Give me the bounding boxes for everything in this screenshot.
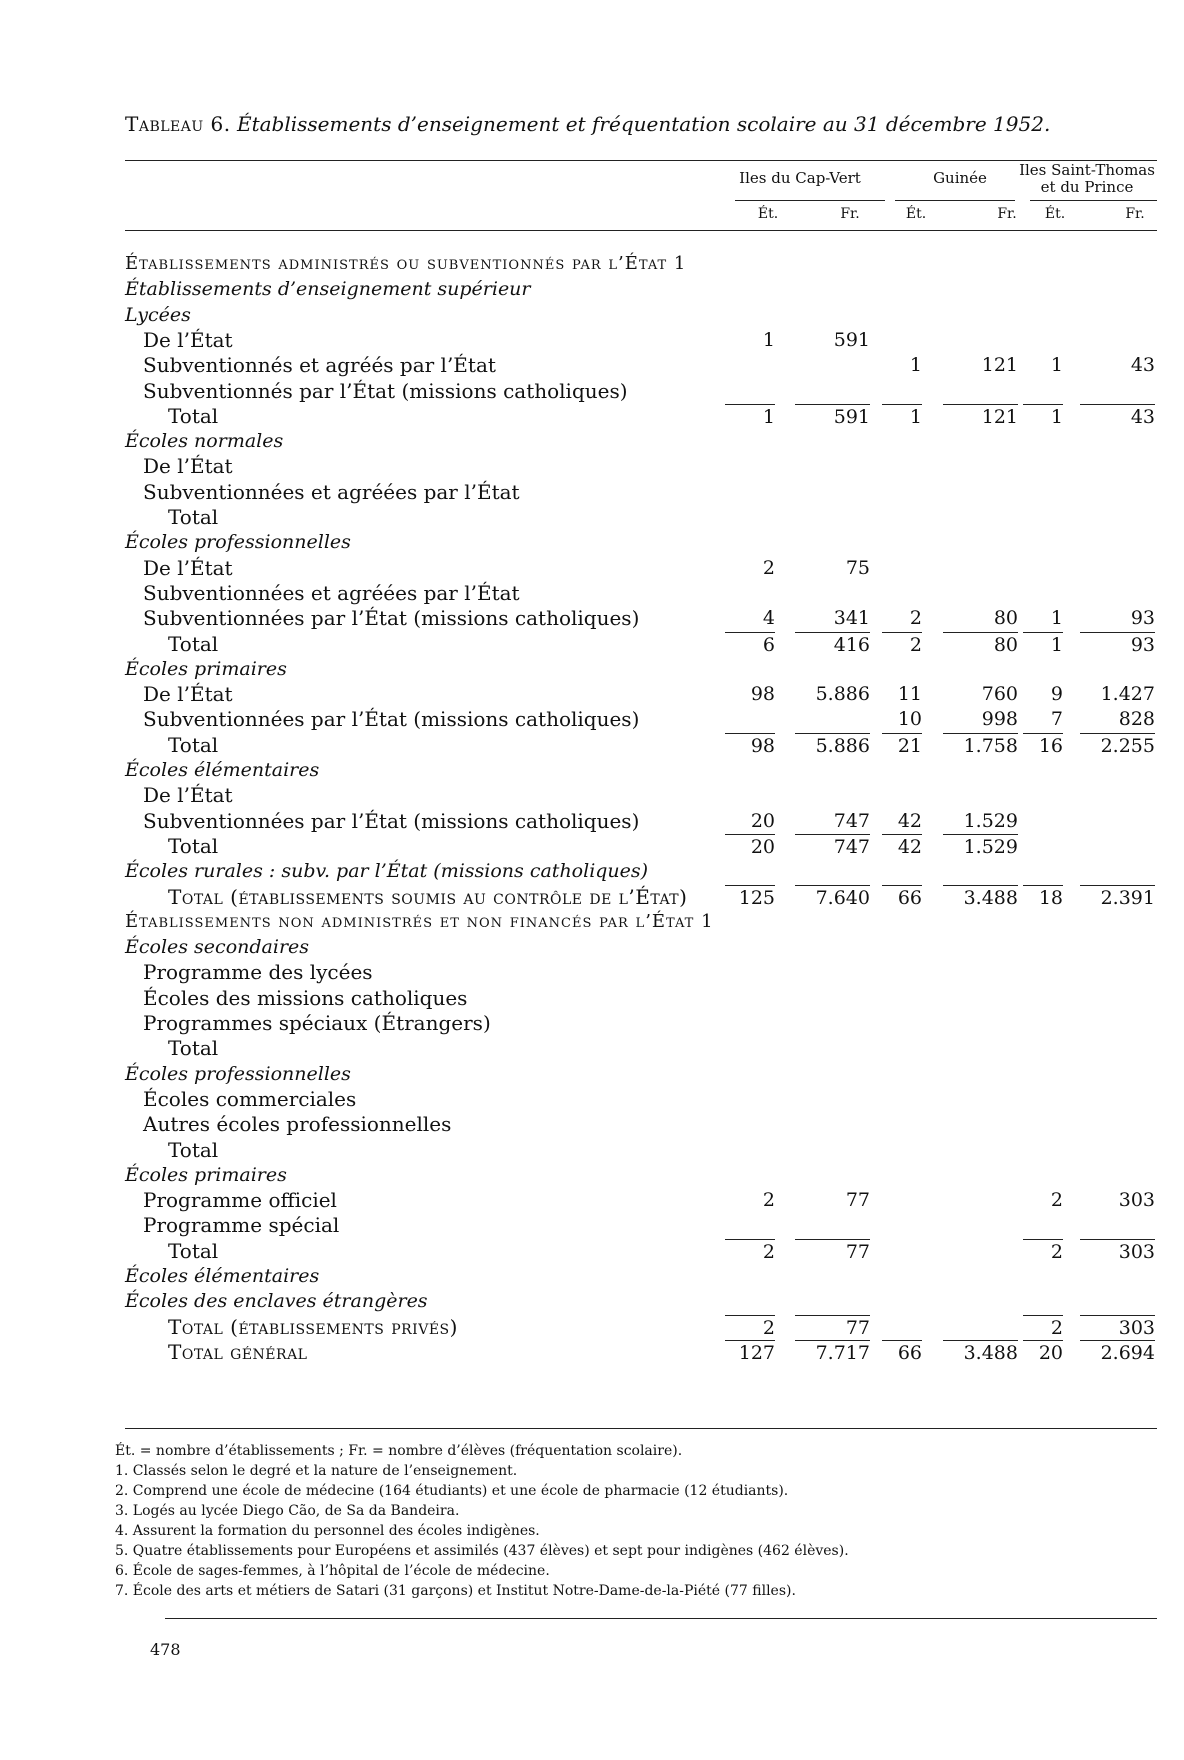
table-title: [125, 112, 1050, 136]
row-value-2: 747: [833, 809, 870, 832]
row-value-5: 2: [1050, 1189, 1063, 1212]
table-row: [0, 1239, 1184, 1263]
table-row: [0, 758, 1184, 782]
row-label: Total (établissements soumis au contrôle de l’État): [168, 884, 688, 909]
row-value-6: 303: [1118, 1189, 1155, 1212]
footnote-4: 4. Assurent la formation du personnel des écoles indigènes.: [115, 1523, 540, 1539]
bottom-rule: [125, 1428, 1157, 1429]
col-group-rule-3: [1030, 200, 1157, 201]
col-sub-fr-1: Fr.: [840, 206, 860, 222]
row-value-4: 3.488: [943, 1340, 1018, 1365]
table-row: [0, 910, 1184, 934]
table-row: [0, 632, 1184, 656]
row-label: Subventionnés par l’État (missions catholiques): [143, 378, 628, 403]
header-rule: [125, 230, 1157, 231]
col-group-rule-1: [735, 200, 885, 201]
row-value-3: 21: [882, 733, 922, 758]
row-value-2: 7.640: [795, 885, 870, 910]
table-row: [0, 303, 1184, 327]
table-row: [0, 353, 1184, 377]
footnotes: [115, 1441, 849, 1601]
row-value-3: 2: [909, 607, 922, 630]
row-label: Écoles primaires: [125, 1163, 287, 1186]
table-row: [0, 252, 1184, 276]
col-sub-et-3: Ét.: [1044, 206, 1066, 222]
row-value-4: 80: [943, 632, 1018, 657]
table-row: [0, 1188, 1184, 1212]
table-row: [0, 733, 1184, 757]
row-value-5: 1: [1050, 607, 1063, 630]
row-label: Autres écoles professionnelles: [143, 1112, 452, 1137]
row-value-3: 1: [909, 354, 922, 377]
row-value-5: 2: [1023, 1239, 1063, 1264]
row-label: Total: [168, 1238, 219, 1263]
table-row: [0, 1062, 1184, 1086]
row-value-5: 1: [1050, 354, 1063, 377]
row-value-5: 1: [1023, 632, 1063, 657]
row-value-4: 760: [981, 683, 1018, 706]
row-label: Écoles professionnelles: [125, 531, 351, 554]
row-label: Total: [168, 631, 219, 656]
table-row: [0, 1264, 1184, 1288]
row-label: Subventionnées par l’État (missions catholiques): [143, 606, 640, 631]
row-value-4: 1.529: [963, 809, 1018, 832]
row-value-2: 75: [845, 556, 870, 579]
row-label: De l’État: [143, 454, 233, 479]
row-value-6: 303: [1080, 1315, 1155, 1340]
row-value-2: 341: [833, 607, 870, 630]
table-row: [0, 606, 1184, 630]
row-value-3: 66: [882, 1340, 922, 1365]
row-value-6: 43: [1130, 354, 1155, 377]
row-value-4: 1.529: [943, 834, 1018, 859]
row-value-6: 828: [1118, 708, 1155, 731]
footnote-3: 3. Logés au lycée Diego Cão, de Sa da Bandeira.: [115, 1503, 460, 1519]
row-label: Lycées: [125, 303, 191, 326]
row-label: Écoles élémentaires: [125, 759, 320, 781]
row-value-5: 16: [1023, 733, 1063, 758]
row-value-3: 2: [882, 632, 922, 657]
row-label: De l’État: [143, 327, 233, 352]
row-label: Subventionnées et agréées par l’État: [143, 479, 520, 504]
footnote-legend: Ét. = nombre d’établissements ; Fr. = nombre d’élèves (fréquentation scolaire).: [115, 1443, 683, 1459]
row-value-3: 42: [882, 834, 922, 859]
row-value-6: 2.391: [1080, 885, 1155, 910]
row-value-2: 77: [795, 1315, 870, 1340]
table-row: [0, 1213, 1184, 1237]
row-value-4: 80: [993, 607, 1018, 630]
row-value-1: 1: [725, 404, 775, 429]
row-label: Total: [168, 505, 219, 529]
table-row: [0, 935, 1184, 959]
row-value-1: 20: [750, 809, 775, 832]
row-value-1: 2: [762, 1189, 775, 1212]
row-label: Total (établissements privés): [168, 1314, 458, 1339]
row-value-4: 998: [981, 708, 1018, 731]
table-row: [0, 1340, 1184, 1364]
col-group-guinee: Guinée: [933, 169, 987, 187]
row-value-1: 98: [725, 733, 775, 758]
row-value-1: 6: [725, 632, 775, 657]
row-value-2: 416: [795, 632, 870, 657]
table-row: [0, 505, 1184, 529]
table-row: [0, 454, 1184, 478]
row-label: Écoles professionnelles: [125, 1062, 351, 1085]
row-label: Écoles des missions catholiques: [143, 985, 468, 1010]
row-value-5: 7: [1050, 708, 1063, 731]
table-row: [0, 1138, 1184, 1162]
row-value-6: 93: [1080, 632, 1155, 657]
table-row: [0, 404, 1184, 428]
table-row: [0, 277, 1184, 301]
row-value-4: 121: [943, 404, 1018, 429]
table-row: [0, 1036, 1184, 1060]
table-row: [0, 1289, 1184, 1313]
row-label: Subventionnés et agréés par l’État: [143, 353, 496, 378]
row-value-2: 7.717: [795, 1340, 870, 1365]
row-value-2: 5.886: [815, 683, 870, 706]
row-value-3: 11: [897, 683, 922, 706]
row-label: Total: [168, 1036, 219, 1061]
table-row: [0, 1315, 1184, 1339]
row-label: Écoles commerciales: [143, 1086, 357, 1111]
table-number: Tableau 6.: [125, 112, 231, 136]
row-value-3: 66: [882, 885, 922, 910]
table-row: [0, 1087, 1184, 1111]
table-row: [0, 986, 1184, 1010]
table-row: [0, 429, 1184, 453]
row-label: Programme des lycées: [143, 960, 373, 985]
row-label: Total général: [168, 1339, 308, 1364]
row-label: De l’État: [143, 783, 233, 808]
row-value-5: 9: [1050, 683, 1063, 706]
footnote-6: 6. École de sages-femmes, à l’hôpital de l’école de médecine.: [115, 1563, 550, 1579]
row-label: Programme spécial: [143, 1213, 340, 1238]
row-value-5: 20: [1023, 1340, 1063, 1365]
table-row: [0, 657, 1184, 681]
row-value-6: 2.694: [1080, 1340, 1155, 1365]
table-row: [0, 885, 1184, 909]
row-value-5: 18: [1023, 885, 1063, 910]
row-label: Établissements non administrés et non financés par l’État 1: [125, 910, 714, 932]
col-sub-et-1: Ét.: [757, 206, 779, 222]
row-value-4: 121: [981, 354, 1018, 377]
row-value-1: 4: [762, 607, 775, 630]
row-label: Total: [168, 403, 219, 428]
table-row: [0, 328, 1184, 352]
footnote-1: 1. Classés selon le degré et la nature de l’enseignement.: [115, 1463, 518, 1479]
row-value-3: 1: [882, 404, 922, 429]
table-row: [0, 834, 1184, 858]
table-row: [0, 581, 1184, 605]
col-sub-et-2: Ét.: [905, 206, 927, 222]
row-value-1: 127: [725, 1340, 775, 1365]
row-label: Subventionnées et agréées par l’État: [143, 580, 520, 605]
table-row: [0, 530, 1184, 554]
table-row: [0, 379, 1184, 403]
row-value-1: 20: [725, 834, 775, 859]
page-number: 478: [150, 1640, 181, 1659]
row-value-1: 2: [725, 1239, 775, 1264]
table-row: [0, 1011, 1184, 1035]
row-value-1: 125: [725, 885, 775, 910]
row-value-6: 93: [1130, 607, 1155, 630]
table-row: [0, 783, 1184, 807]
row-value-6: 1.427: [1100, 683, 1155, 706]
row-value-2: 5.886: [795, 733, 870, 758]
row-label: Écoles secondaires: [125, 936, 310, 959]
row-label: Établissements administrés ou subventionnés par l’État 1: [125, 253, 687, 274]
col-sub-fr-3: Fr.: [1125, 206, 1145, 222]
table-row: [0, 480, 1184, 504]
row-label: Total: [168, 732, 219, 757]
row-value-6: 43: [1080, 404, 1155, 429]
col-sub-fr-2: Fr.: [997, 206, 1017, 222]
footer-rule: [165, 1618, 1157, 1619]
row-label: Écoles élémentaires: [125, 1265, 320, 1287]
row-value-2: 591: [833, 328, 870, 351]
table-row: [0, 682, 1184, 706]
row-label: Subventionnées par l’État (missions catholiques): [143, 808, 640, 833]
table-row: [0, 809, 1184, 833]
row-value-1: 1: [762, 328, 775, 351]
row-value-5: 2: [1023, 1315, 1063, 1340]
table-row: [0, 859, 1184, 883]
row-value-1: 2: [762, 556, 775, 579]
row-value-4: 3.488: [943, 885, 1018, 910]
col-group-cap-vert: Iles du Cap-Vert: [739, 169, 861, 187]
row-label: Programmes spéciaux (Étrangers): [143, 1011, 491, 1035]
footnote-5: 5. Quatre établissements pour Européens et assimilés (437 élèves) et sept pour indigènes (462 élèves).: [115, 1543, 849, 1559]
row-label: Écoles primaires: [125, 657, 287, 680]
row-label: Subventionnées par l’État (missions catholiques): [143, 707, 640, 732]
row-value-4: 1.758: [943, 733, 1018, 758]
row-label: Total: [168, 1137, 219, 1162]
row-value-2: 747: [795, 834, 870, 859]
row-value-2: 77: [845, 1189, 870, 1212]
table-row: [0, 707, 1184, 731]
row-value-2: 77: [795, 1239, 870, 1264]
row-label: Total: [168, 833, 219, 858]
table-caption: Établissements d’enseignement et fréquentation scolaire au 31 décembre 1952.: [236, 112, 1051, 136]
top-rule: [125, 160, 1157, 161]
row-label: Écoles des enclaves étrangères: [125, 1290, 428, 1313]
row-value-6: 2.255: [1080, 733, 1155, 758]
footnote-7: 7. École des arts et métiers de Satari (31 garçons) et Institut Notre-Dame-de-la-Piété (77 filles).: [115, 1583, 796, 1599]
col-group-saint-thomas: Iles Saint-Thomas et du Prince: [1019, 161, 1155, 196]
footnote-2: 2. Comprend une école de médecine (164 étudiants) et une école de pharmacie (12 étudiants).: [115, 1483, 789, 1499]
row-value-1: 2: [725, 1315, 775, 1340]
row-label: Programme officiel: [143, 1188, 337, 1213]
table-row: [0, 1112, 1184, 1136]
table-row: [0, 1163, 1184, 1187]
row-label: Écoles normales: [125, 430, 284, 453]
col-group-rule-2: [895, 200, 1015, 201]
row-label: Écoles rurales : subv. par l’État (missions catholiques): [125, 860, 649, 883]
row-label: De l’État: [143, 682, 233, 707]
row-value-6: 303: [1080, 1239, 1155, 1264]
row-value-2: 591: [795, 404, 870, 429]
table-row: [0, 556, 1184, 580]
row-value-3: 42: [897, 809, 922, 832]
row-label: De l’État: [143, 555, 233, 580]
row-value-1: 98: [750, 683, 775, 706]
row-value-5: 1: [1023, 404, 1063, 429]
row-value-3: 10: [897, 708, 922, 731]
table-row: [0, 960, 1184, 984]
row-label: Établissements d’enseignement supérieur: [125, 278, 531, 301]
